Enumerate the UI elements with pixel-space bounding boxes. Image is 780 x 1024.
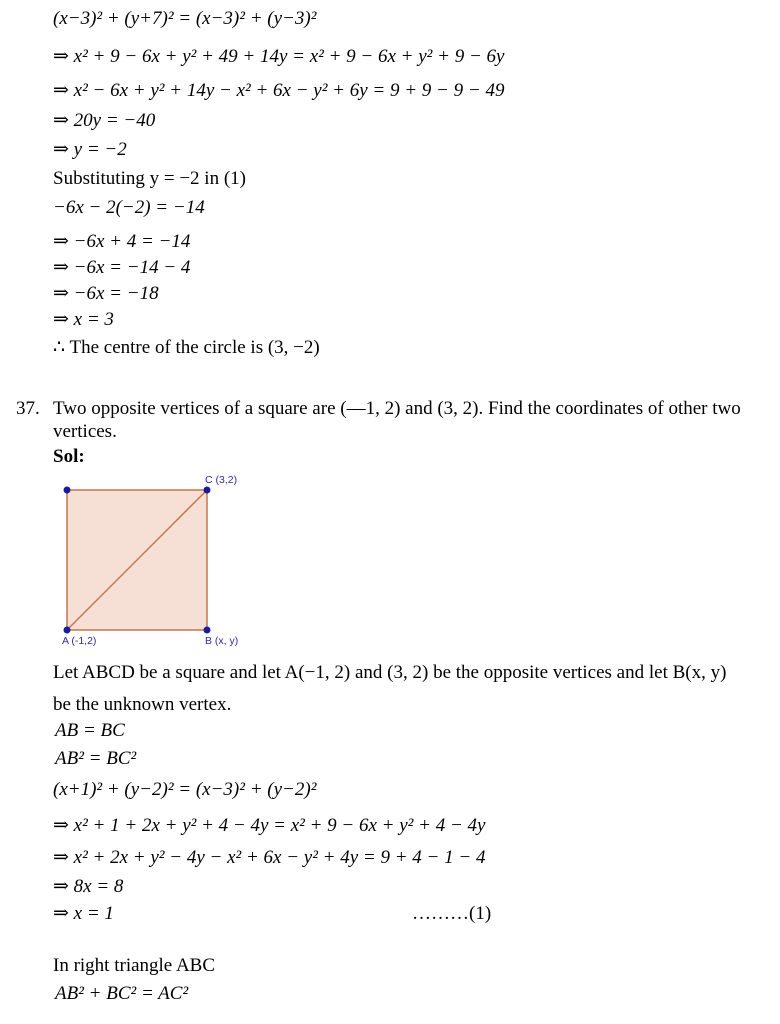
equation-7: ⇒ −6x + 4 = −14 [53, 231, 191, 252]
equation-distance: (x+1)² + (y−2)² = (x−3)² + (y−2)² [53, 779, 317, 800]
equation-tag: ………(1) [412, 903, 492, 924]
vertex-c-point [204, 487, 211, 494]
square-diagram [50, 472, 260, 652]
equation-10: ⇒ x = 3 [53, 309, 114, 330]
equation-1: (x−3)² + (y+7)² = (x−3)² + (y−3)² [53, 8, 317, 29]
let-statement-line-2: be the unknown vertex. [53, 694, 232, 715]
equation-pythagoras: AB² + BC² = AC² [55, 983, 189, 1004]
label-c: C (3,2) [205, 474, 238, 486]
vertex-d-point [64, 487, 71, 494]
vertex-b-point [204, 627, 211, 634]
equation-3: ⇒ x² − 6x + y² + 14y − x² + 6x − y² + 6y = 9 + 9 − 9 − 49 [53, 80, 505, 101]
equation-9: ⇒ −6x = −18 [53, 283, 159, 304]
question-text-line-2: vertices. [53, 421, 117, 442]
question-number: 37. [16, 398, 40, 419]
let-statement-line-1: Let ABCD be a square and let A(−1, 2) and (3, 2) be the opposite vertices and let B(x, y) [53, 662, 727, 683]
equation-5: ⇒ y = −2 [53, 139, 127, 160]
equation-simplify: ⇒ x² + 2x + y² − 4y − x² + 6x − y² + 4y = 9 + 4 − 1 − 4 [53, 847, 486, 868]
equation-x1: ⇒ x = 1 [53, 903, 114, 924]
label-a: A (-1,2) [62, 635, 97, 647]
equation-ab2-bc2: AB² = BC² [55, 748, 137, 769]
solution-label: Sol: [53, 446, 85, 467]
equation-expand: ⇒ x² + 1 + 2x + y² + 4 − 4y = x² + 9 − 6x + y² + 4 − 4y [53, 815, 486, 836]
vertex-a-point [64, 627, 71, 634]
substitution-note: Substituting y = −2 in (1) [53, 168, 246, 189]
equation-4: ⇒ 20y = −40 [53, 110, 156, 131]
equation-6: −6x − 2(−2) = −14 [53, 197, 205, 218]
triangle-statement: In right triangle ABC [53, 955, 216, 976]
equation-8: ⇒ −6x = −14 − 4 [53, 257, 191, 278]
label-b: B (x, y) [205, 635, 239, 647]
equation-8x: ⇒ 8x = 8 [53, 876, 124, 897]
equation-ab-bc: AB = BC [55, 720, 125, 741]
equation-2: ⇒ x² + 9 − 6x + y² + 49 + 14y = x² + 9 − 6x + y² + 9 − 6y [53, 46, 505, 67]
question-text-line-1: Two opposite vertices of a square are (—1, 2) and (3, 2). Find the coordinates of other two [53, 398, 741, 419]
centre-conclusion: ∴ The centre of the circle is (3, −2) [53, 337, 320, 358]
